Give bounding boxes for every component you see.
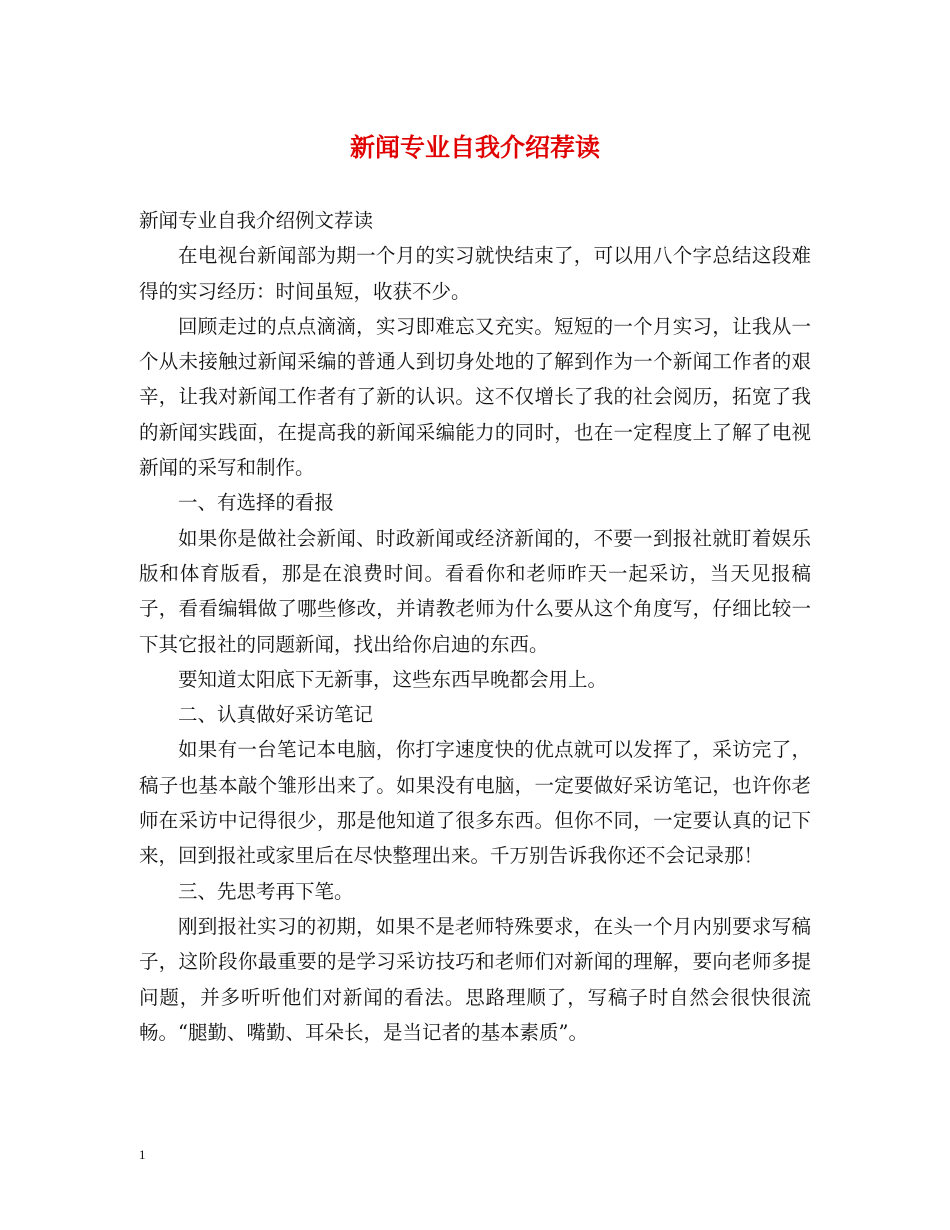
page-title: 新闻专业自我介绍荐读 — [349, 133, 600, 162]
body-paragraph: 三、先思考再下笔。 — [178, 879, 354, 903]
body-paragraph: 在电视台新闻部为期一个月的实习就快结束了，可以用八个字总结这段难得的实习经历：时间虽短，收获不少。 — [139, 244, 811, 303]
body-paragraph: 刚到报社实习的初期，如果不是老师特殊要求，在头一个月内别要求写稿子，这阶段你最重要的是学习采访技巧和老师们对新闻的理解，要向老师多提问题，并多听听他们对新闻的看法。思路理顺了，写稿子时自然会很快很流畅。“腿勤、嘴勤、耳朵长，是当记者的基本素质”。 — [139, 914, 811, 1044]
body-paragraph: 一、有选择的看报 — [178, 491, 335, 515]
body-paragraph: 如果有一台笔记本电脑，你打字速度快的优点就可以发挥了，采访完了，稿子也基本敲个雏形出来了。如果没有电脑，一定要做好采访笔记，也许你老师在采访中记得很少，那是他知道了很多东西。但你不同，一定要认真的记下来，回到报社或家里后在尽快整理出来。千万别告诉我你还不会记录那！ — [139, 738, 811, 868]
body-paragraph: 二、认真做好采访笔记 — [178, 703, 374, 727]
page-number: 1 — [139, 1147, 146, 1162]
body-paragraph: 要知道太阳底下无新事，这些东西早晚都会用上。 — [178, 667, 608, 691]
body-paragraph: 新闻专业自我介绍例文荐读 — [139, 209, 374, 232]
body-paragraph: 回顾走过的点点滴滴，实习即难忘又充实。短短的一个月实习，让我从一个从未接触过新闻采编的普通人到切身处地的了解到作为一个新闻工作者的艰辛，让我对新闻工作者有了新的认识。这不仅增长了我的社会阅历，拓宽了我的新闻实践面，在提高我的新闻采编能力的同时，也在一定程度上了解了电视新闻的采写和制作。 — [139, 314, 811, 480]
document-body — [139, 203, 811, 1050]
body-paragraph: 如果你是做社会新闻、时政新闻或经济新闻的，不要一到报社就盯着娱乐版和体育版看，那是在浪费时间。看看你和老师昨天一起采访，当天见报稿子，看看编辑做了哪些修改，并请教老师为什么要从这个角度写，仔细比较一下其它报社的同题新闻，找出给你启迪的东西。 — [139, 526, 811, 656]
